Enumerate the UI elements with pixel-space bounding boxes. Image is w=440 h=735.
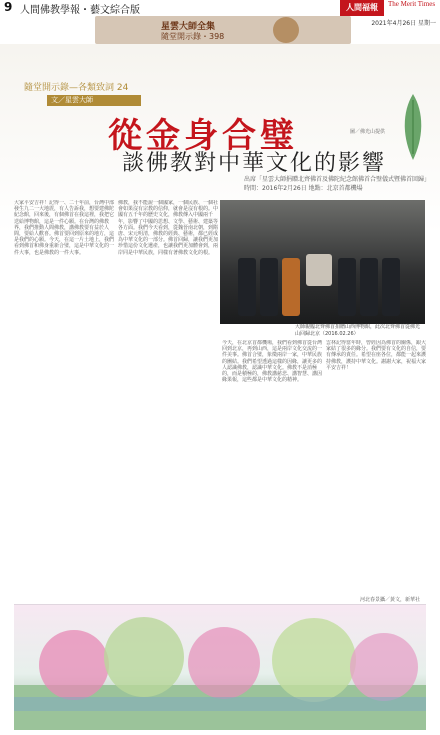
spring-landscape-photo	[14, 604, 426, 730]
article-column-2: 佛教，我不能說一個國家，一個民族、一個社會如果沒有宗教的信仰，就會是沒有根的。中國有五千年的歷史文化，佛教傳入中國兩千年，影響了中國的思想、文學、藝術、建築等各方面。我們今天看到，從魏晉南北朝，到隋唐、宋元明清，佛教的經典、藝術，都已經成為中華文化的一部分。佛首回歸，讓我們更加珍惜這份文化遺產，也讓我們更加體會到，兩岸同是中華民族，同樣有著佛教文化的根。	[118, 200, 218, 256]
leaf-illustration	[398, 92, 428, 162]
article-column-4: 雲林記得當年時，曾經因為佛首的關係，跟大家結了很多的緣分。我們要有文化的自信，要有傳承的責任。希望在座各位，都能一起來護持佛教，護持中華文化。謝謝大家，祝福大家平安吉祥！	[326, 340, 427, 371]
event-source: 出席「星雲大師捐贈北齊佛首及佛陀紀念館佛首合璧儀式暨佛首回歸」	[244, 176, 431, 183]
buddha-head-display	[306, 254, 332, 286]
collection-banner	[95, 16, 351, 44]
illustration-caption: 河北春景攝／黃文，新華社	[360, 597, 421, 603]
photo-person-3	[338, 258, 356, 316]
photo-monk	[282, 258, 300, 316]
photo-person-2	[260, 258, 278, 316]
master-portrait	[273, 17, 299, 43]
banner-subtitle: 隨堂開示錄・398	[161, 32, 225, 41]
event-time-place: 時間：2016年2月26日 地點：北京首都機場	[244, 185, 363, 192]
page-number: 9	[4, 0, 13, 14]
landscape-illustration	[14, 605, 426, 730]
issue-date: 2021年4月26日 星期一	[371, 20, 436, 27]
banner-title: 星雲大師全集	[161, 22, 216, 32]
sub-title: 談佛教對中華文化的影響	[122, 151, 387, 176]
photo-person-5	[382, 258, 400, 316]
news-photo	[220, 200, 425, 324]
logo-english: The Merit Times	[388, 0, 436, 8]
article-column-3: 今天，在北京首都機場，我們看到佛首從台灣回到北京，再到山西，這是兩岸文化交流的一件美事。佛首合璧，象徵兩岸一家，中華民族的團結。我們希望透過這樣的因緣，讓更多的人認識佛教，認識中華文化。佛教不是消極的，而是積極的，佛教講慈悲、講智慧、講因緣果報，這些都是中華文化的精神。	[222, 340, 322, 384]
logo-mark: 人間福報	[340, 0, 384, 16]
photo-person-1	[238, 258, 256, 316]
section-title: 人間佛教學報・藝文綜合版	[20, 5, 140, 16]
masthead	[0, 0, 440, 16]
photo-credit: 圖／佛光山提供	[350, 129, 386, 135]
author-label: 文／星雲大師	[47, 95, 141, 106]
article-column-1: 大家平安吉祥！記得一、二十年前，台灣中部發生九二一大地震，有人告訴我，想要建佛陀紀念館，回來後，有個佛首在我這裡，我把它送給博物館，這是一件心願。在台灣的佛教界，我們推動人間佛教，講佛教要有益於人間，要給人歡喜。佛首要回到原來的地方，這是我們的心願。今天，在這一片土地上，我們看到佛首和佛身重新合璧，這是中華文化的一件大事，也是佛教的一件大事。	[14, 200, 114, 256]
newspaper-logo	[340, 0, 436, 16]
series-label: 隨堂開示錄—各類致詞 24	[24, 83, 129, 93]
main-title: 從金身合璧	[108, 116, 298, 156]
photo-person-4	[360, 258, 378, 316]
photo-caption: 大師親臨北齊佛首捐贈山西博物館，此次北齊佛首從佛光山回歸北京（2016.02.26）	[295, 324, 421, 337]
